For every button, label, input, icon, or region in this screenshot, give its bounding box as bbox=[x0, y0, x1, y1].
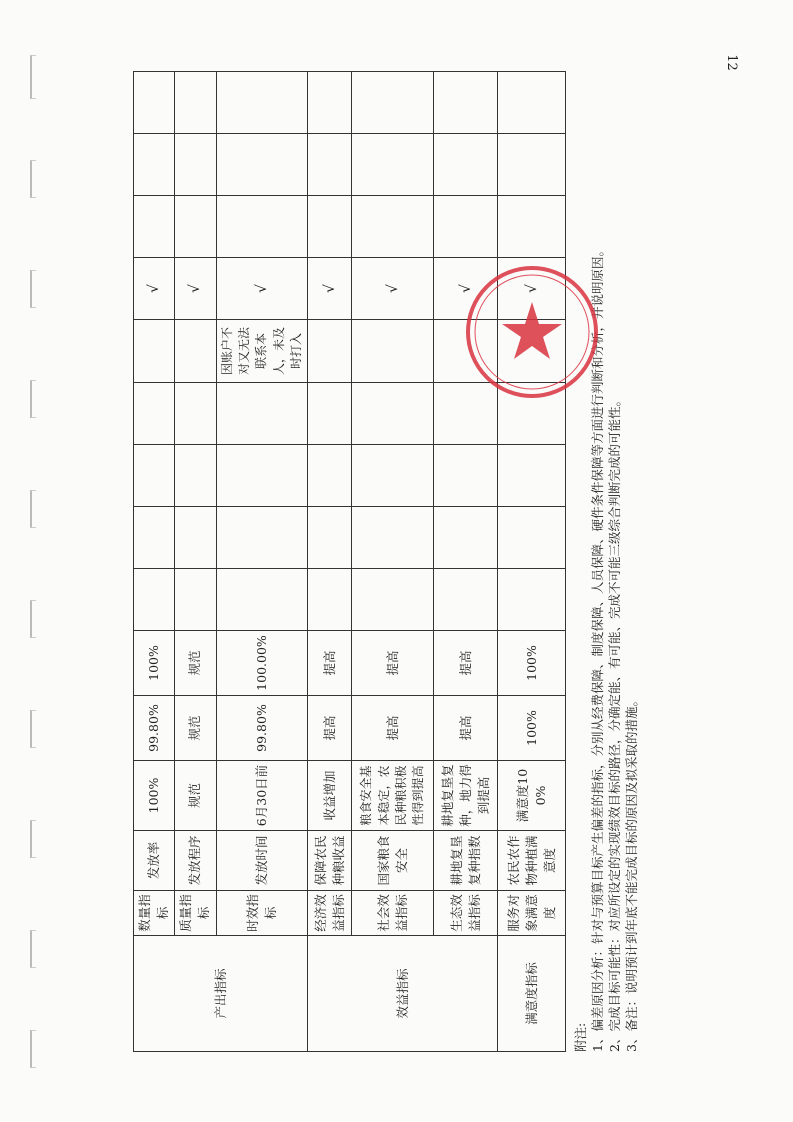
check-mark: √ bbox=[308, 258, 352, 320]
half-year-cell: 99.80% bbox=[134, 696, 175, 761]
table-row bbox=[216, 72, 308, 1052]
note-2: 2、完成目标可能性：对应所设定的实现绩效目标的路径，分确定能、有可能、完成不可能三级综合判断完成的可能性。 bbox=[607, 394, 623, 1052]
target-cell: 耕地复垦复种，地力得到提高 bbox=[434, 761, 498, 831]
half-year-cell: 提高 bbox=[352, 696, 434, 761]
reason-cell bbox=[134, 320, 175, 383]
note-1: 1、偏差原因分析：针对与预算目标产生偏差的指标，分别从经费保障、制度保障、人员保障、硬件条件保障等方面进行判断和分析，并说明原因。 bbox=[590, 244, 606, 1052]
reason-cell bbox=[352, 320, 434, 383]
binder-mark bbox=[30, 930, 36, 968]
check-mark: √ bbox=[134, 258, 175, 320]
binder-mark bbox=[30, 270, 36, 308]
table-row bbox=[175, 72, 216, 1052]
indicator-cell: 耕地复垦复种指数 bbox=[434, 831, 498, 891]
note-3: 3、备注：说明预计到年底不能完成目标的原因及拟采取的措施。 bbox=[624, 694, 640, 1052]
indicator-cell: 保障农民种粮收益 bbox=[308, 831, 352, 891]
category-cell: 产出指标 bbox=[134, 936, 308, 1052]
table-row bbox=[434, 72, 498, 1052]
indicator-cell: 发放率 bbox=[134, 831, 175, 891]
reason-cell bbox=[175, 320, 216, 383]
half-year-cell: 100% bbox=[498, 696, 566, 761]
sub-cell: 经济效益指标 bbox=[308, 891, 352, 936]
rotated-content bbox=[133, 107, 643, 1052]
table-row bbox=[308, 72, 352, 1052]
table-row bbox=[134, 72, 175, 1052]
half-year-cell: 规范 bbox=[175, 696, 216, 761]
target-cell: 规范 bbox=[175, 761, 216, 831]
full-year-cell: 提高 bbox=[308, 631, 352, 696]
notes-title: 附注: bbox=[573, 1022, 589, 1052]
performance-table bbox=[133, 71, 566, 1052]
binder-mark bbox=[30, 600, 36, 638]
table-row bbox=[352, 72, 434, 1052]
target-cell: 100% bbox=[134, 761, 175, 831]
target-cell: 收益增加 bbox=[308, 761, 352, 831]
binder-mark bbox=[30, 820, 36, 858]
indicator-cell: 国家粮食安全 bbox=[352, 831, 434, 891]
binder-mark bbox=[30, 160, 36, 198]
target-cell: 粮食安全基本稳定，农民种粮积极性得到提高 bbox=[352, 761, 434, 831]
indicator-cell: 发放程序 bbox=[175, 831, 216, 891]
reason-cell bbox=[308, 320, 352, 383]
page-number: 12 bbox=[723, 54, 739, 71]
sub-cell: 服务对象满意度 bbox=[498, 891, 566, 936]
reason-cell: 因账户不对又无法联系本人，未及时打入 bbox=[216, 320, 308, 383]
binder-mark bbox=[30, 1030, 36, 1068]
check-mark: √ bbox=[498, 258, 566, 320]
table-row bbox=[498, 72, 566, 1052]
category-cell: 效益指标 bbox=[308, 936, 498, 1052]
indicator-cell: 农民农作物种植满意度 bbox=[498, 831, 566, 891]
check-mark: √ bbox=[434, 258, 498, 320]
sub-cell: 质量指标 bbox=[175, 891, 216, 936]
notes bbox=[572, 107, 640, 1052]
half-year-cell: 提高 bbox=[308, 696, 352, 761]
full-year-cell: 100% bbox=[134, 631, 175, 696]
target-cell: 6月30日前 bbox=[216, 761, 308, 831]
target-cell: 满意度100% bbox=[498, 761, 566, 831]
binder-mark bbox=[30, 380, 36, 418]
check-mark: √ bbox=[216, 258, 308, 320]
sub-cell: 时效指标 bbox=[216, 891, 308, 936]
indicator-cell: 发放时间 bbox=[216, 831, 308, 891]
half-year-cell: 提高 bbox=[434, 696, 498, 761]
binder-mark bbox=[30, 710, 36, 748]
check-mark: √ bbox=[175, 258, 216, 320]
full-year-cell: 100% bbox=[498, 631, 566, 696]
binder-mark bbox=[30, 55, 36, 99]
full-year-cell: 提高 bbox=[434, 631, 498, 696]
official-seal-icon bbox=[462, 262, 602, 402]
check-mark: √ bbox=[352, 258, 434, 320]
full-year-cell: 规范 bbox=[175, 631, 216, 696]
sub-cell: 社会效益指标 bbox=[352, 891, 434, 936]
binder-mark bbox=[30, 490, 36, 528]
sub-cell: 数量指标 bbox=[134, 891, 175, 936]
full-year-cell: 100.00% bbox=[216, 631, 308, 696]
half-year-cell: 99.80% bbox=[216, 696, 308, 761]
category-cell: 满意度指标 bbox=[498, 936, 566, 1052]
sub-cell: 生态效益指标 bbox=[434, 891, 498, 936]
full-year-cell: 提高 bbox=[352, 631, 434, 696]
